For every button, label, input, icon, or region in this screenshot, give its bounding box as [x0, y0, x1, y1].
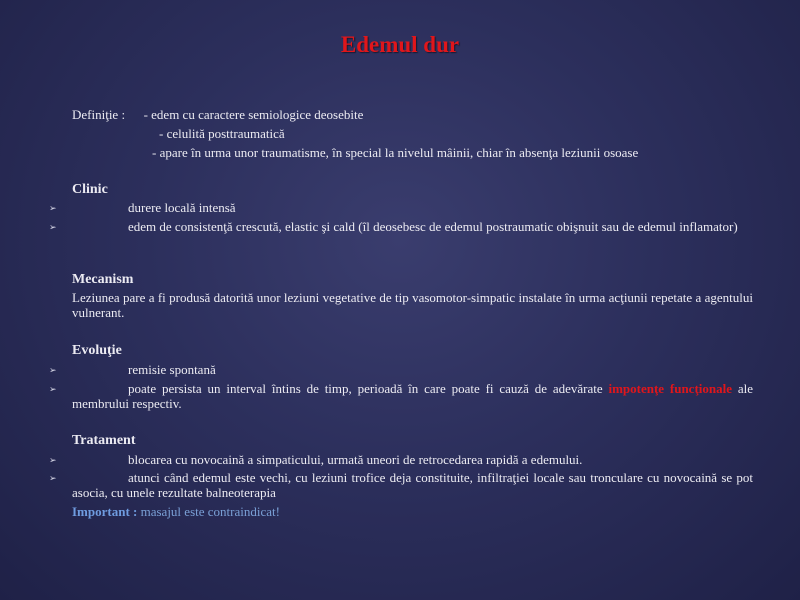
definitie-line3: - apare în urma unor traumatisme, în special la nivelul mâinii, chiar în absenţa leziunii osoase — [152, 145, 639, 160]
evolutie-heading: Evoluţie — [72, 343, 122, 358]
evolutie-item-1-text: remisie spontană — [128, 362, 216, 377]
clinic-item-2 — [72, 219, 753, 234]
definitie-line2: - celulită posttraumatică — [159, 126, 285, 141]
clinic-heading: Clinic — [72, 182, 108, 197]
tratament-item-2 — [72, 470, 753, 500]
definitie-line1 — [72, 107, 363, 122]
bullet-icon: ➢ — [49, 203, 57, 213]
important-text: masajul este contraindicat! — [140, 504, 280, 519]
bullet-icon: ➢ — [49, 473, 57, 483]
important-label: Important : — [72, 504, 138, 519]
evolutie-highlight: impotenţe funcţionale — [608, 381, 733, 396]
bullet-icon: ➢ — [49, 384, 57, 394]
tratament-item-1 — [72, 452, 753, 467]
slide-title: Edemul dur — [340, 32, 460, 57]
clinic-item-1 — [72, 200, 753, 215]
tratament-item-2-text: atunci când edemul este vechi, cu leziuni trofice deja constituite, infiltraţiei locale sau tronculare cu novocaină se pot asocia, cu unele rezultate balneoterapia — [72, 470, 753, 500]
bullet-icon: ➢ — [49, 222, 57, 232]
clinic-item-1-text: durere locală intensă — [128, 200, 236, 215]
mecanism-text: Leziunea pare a fi produsă datorită unor leziuni vegetative de tip vasomotor-simpatic instalate în urma acţiunii repetate a agentului vulnerant. — [72, 290, 753, 320]
definitie-label: Definiţie : — [72, 107, 126, 122]
definitie-text1: - edem cu caractere semiologice deosebite — [143, 107, 364, 122]
bullet-icon: ➢ — [49, 365, 57, 375]
evolutie-item-2 — [72, 381, 753, 411]
evolutie-item-2-before: poate persista un interval întins de timp, perioadă în care poate fi cauză de adevărate — [128, 381, 603, 396]
tratament-item-1-text: blocarea cu novocaină a simpaticului, urmată uneori de retrocedarea rapidă a edemului. — [128, 452, 583, 467]
clinic-item-2-text: edem de consistenţă crescută, elastic şi cald (îl deosebesc de edemul postraumatic obişnuit sau de edemul inflamator) — [128, 219, 738, 234]
important-note — [72, 504, 280, 519]
evolutie-item-1 — [72, 362, 753, 377]
mecanism-heading: Mecanism — [72, 272, 134, 287]
tratament-heading: Tratament — [72, 433, 136, 448]
evolutie-item-2-after: ale membrului respectiv. — [72, 381, 753, 411]
bullet-icon: ➢ — [49, 455, 57, 465]
